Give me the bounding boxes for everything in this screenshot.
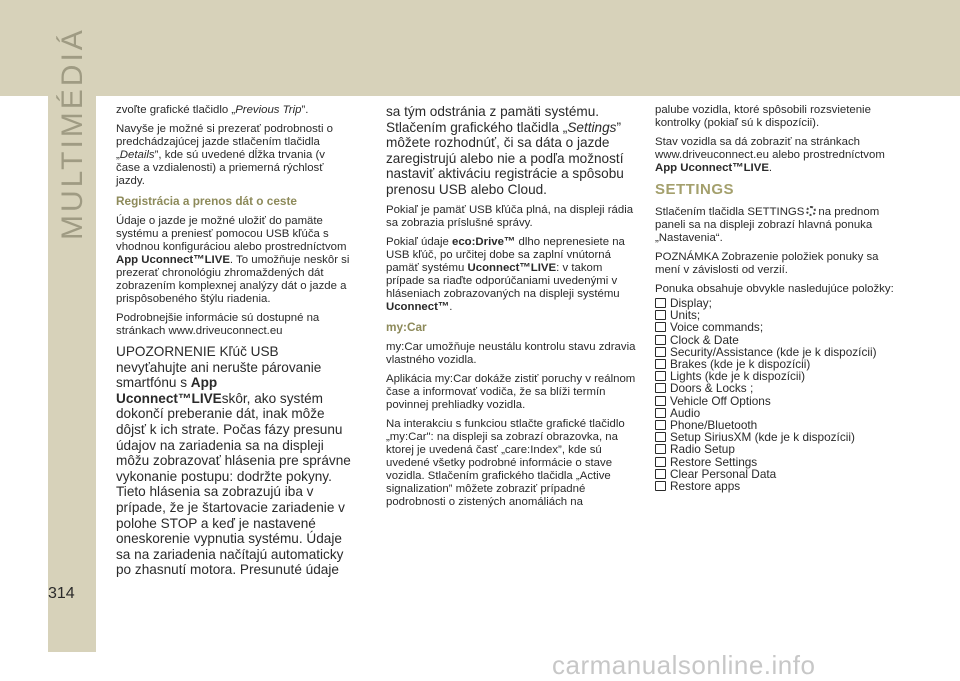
list-item: Clear Personal Data xyxy=(655,468,895,480)
checkbox-icon xyxy=(655,298,666,308)
paragraph: zvoľte grafické tlačidlo „Previous Trip”. xyxy=(116,104,309,116)
list-item: Voice commands; xyxy=(655,321,895,333)
paragraph: palube vozidla, ktoré spôsobili rozsvietenie kontrolky (pokiaľ sú k dispozícii). xyxy=(655,104,871,129)
column-3 xyxy=(655,104,895,492)
paragraph: Pokiaľ je pamäť USB kľúča plná, na displeji rádia sa zobrazia príslušné správy. xyxy=(386,203,634,229)
section-label: MULTIMÉDIÁ xyxy=(56,27,89,240)
list-item: Restore apps xyxy=(655,480,895,492)
column-2 xyxy=(386,104,636,515)
settings-menu-list xyxy=(655,297,895,492)
checkbox-icon xyxy=(655,383,666,393)
list-item: Units; xyxy=(655,309,895,321)
paragraph: Stav vozidla sa dá zobraziť na stránkach www.driveuconnect.eu alebo prostredníctvom App Uconnect™LIVE. xyxy=(655,136,885,174)
checkbox-icon xyxy=(655,420,666,430)
paragraph: Na interakciu s funkciou stlačte grafické tlačidlo „my:Car": na displeji sa zobrazí obrazovka, na ktorej je uvedená časť „care:Index”, kde sú uvedené všetky podrobné informácie o stave vozidla. Stlačením grafického tlačidla „Active signalization” môžete zobraziť prípadné podrobnosti o zistených anomáliách na xyxy=(386,417,625,508)
list-item: Lights (kde je k dispozícii) xyxy=(655,370,895,382)
checkbox-icon xyxy=(655,359,666,369)
paragraph: Podrobnejšie informácie sú dostupné na stránkach www.driveuconnect.eu xyxy=(116,312,320,337)
checkbox-icon xyxy=(655,322,666,332)
checkbox-icon xyxy=(655,310,666,320)
checkbox-icon xyxy=(655,396,666,406)
column-1 xyxy=(116,104,352,584)
checkbox-icon xyxy=(655,481,666,491)
watermark: carmanualsonline.info xyxy=(552,650,816,680)
checkbox-icon xyxy=(655,347,666,357)
paragraph: Údaje o jazde je možné uložiť do pamäte systému a preniesť pomocou USB kľúča s vhodnou konfiguráciou alebo prostredníctvom App Uconnect™LIVE. To umožňuje neskôr si prezerať chronológiu zhromaždených dát zobrazením komplexnej analýzy dát o jazde a prispôsobeného štýlu riadenia. xyxy=(116,215,350,305)
list-item: Doors & Locks ; xyxy=(655,382,895,394)
list-item: Setup SiriusXM (kde je k dispozícii) xyxy=(655,431,895,443)
list-item: Clock & Date xyxy=(655,334,895,346)
header-band xyxy=(0,0,960,96)
checkbox-icon xyxy=(655,371,666,381)
section-heading: Registrácia a prenos dát o ceste xyxy=(116,194,297,208)
gear-icon xyxy=(806,206,816,216)
paragraph: Stlačením tlačidla SETTINGS na prednom paneli sa na displeji zobrazí hlavná ponuka „Nastavenia“. xyxy=(655,206,880,244)
section-heading: my:Car xyxy=(386,319,427,334)
paragraph: Pokiaľ údaje eco:Drive™ dlho neprenesiete na USB kľúč, po určitej dobe sa zaplní vnútorná pamäť systému Uconnect™LIVE: v takom prípade sa riaďte odporúčaniami uvedenými v hláseniach zobrazovaných na displeji systému Uconnect™. xyxy=(386,235,625,313)
checkbox-icon xyxy=(655,432,666,442)
list-item: Display; xyxy=(655,297,895,309)
list-item: Audio xyxy=(655,407,895,419)
paragraph: POZNÁMKA Zobrazenie položiek ponuky sa mení v závislosti od verzií. xyxy=(655,251,879,276)
paragraph: sa tým odstránia z pamäti systému. Stlačením grafického tlačidla „Settings” môžete rozhodnúť, či sa dáta o jazde zaregistrujú alebo nie a podľa možností nastaviť aktiváciu registrácie a spôsobu prenosu USB alebo Cloud. xyxy=(386,104,624,197)
list-item: Phone/Bluetooth xyxy=(655,419,895,431)
checkbox-icon xyxy=(655,457,666,467)
paragraph: my:Car umožňuje neustálu kontrolu stavu zdravia vlastného vozidla. xyxy=(386,340,636,366)
checkbox-icon xyxy=(655,335,666,345)
list-item: Security/Assistance (kde je k dispozícii) xyxy=(655,346,895,358)
warning-paragraph: UPOZORNENIE Kľúč USB nevyťahujte ani nerušte párovanie smartfónu s App Uconnect™LIVEskôr, ako systém dokončí preberanie dát, inak môže dôjsť k ich strate. Počas fázy presunu údajov na zariadenia sa na displeji môžu zobrazovať hlásenia pre správne vykonanie postupu: dodržte pokyny. Tieto hlásenia sa zobrazujú iba v prípade, že je štartovacie zariadenie v polohe STOP a keď je nastavené oneskorenie vypnutia systému. Údaje sa na zariadenia načítajú automaticky po zhasnutí motora. Presunuté údaje xyxy=(116,344,351,578)
page-number: 314 xyxy=(48,585,75,602)
list-item: Restore Settings xyxy=(655,456,895,468)
list-item: Brakes (kde je k dispozícii) xyxy=(655,358,895,370)
checkbox-icon xyxy=(655,408,666,418)
paragraph: Ponuka obsahuje obvykle nasledujúce položky: xyxy=(655,283,894,295)
checkbox-icon xyxy=(655,469,666,479)
paragraph: Navyše je možné si prezerať podrobnosti o predchádzajúcej jazde stlačením tlačidla „Details”, kde sú uvedené dĺžka trvania (v čase a vzdialenosti) a priemerná rýchlosť jazdy. xyxy=(116,123,334,187)
paragraph: Aplikácia my:Car dokáže zistiť poruchy v reálnom čase a informovať vodiča, že sa blíži termín povinnej prehliadky vozidla. xyxy=(386,372,636,411)
list-item: Radio Setup xyxy=(655,443,895,455)
section-heading: SETTINGS xyxy=(655,181,735,198)
list-item: Vehicle Off Options xyxy=(655,395,895,407)
checkbox-icon xyxy=(655,444,666,454)
